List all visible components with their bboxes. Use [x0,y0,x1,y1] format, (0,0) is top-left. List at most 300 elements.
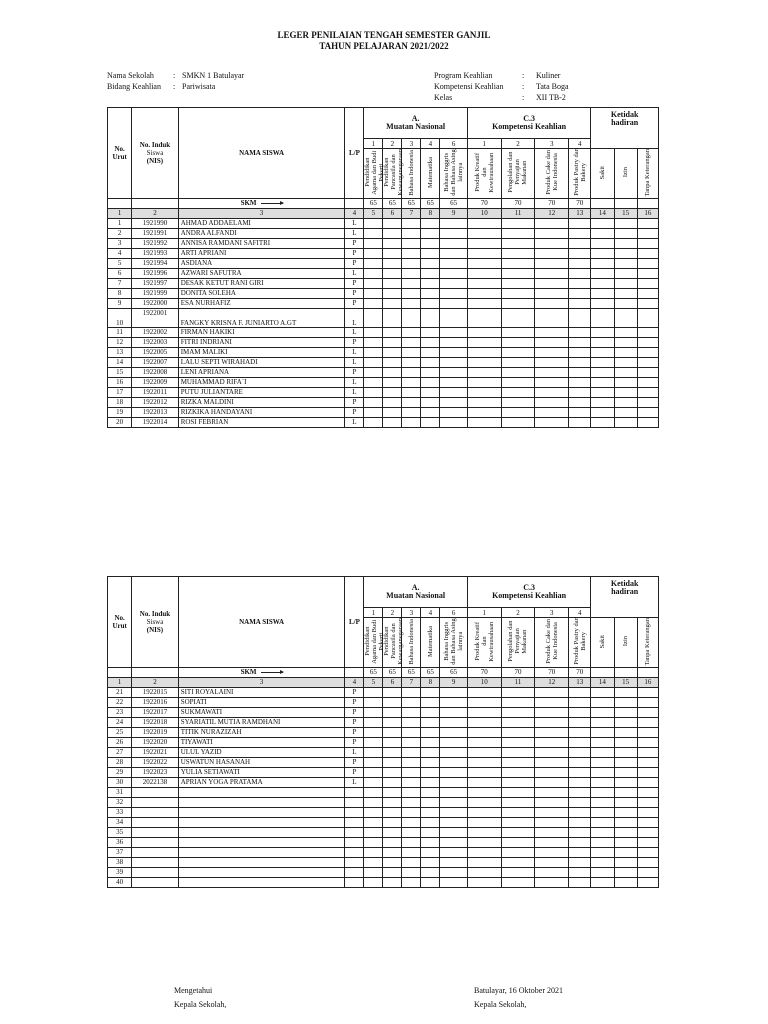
nama-sekolah-label: Nama Sekolah [107,71,154,80]
subject-header [402,149,421,199]
score-cell [569,298,591,308]
student-gender [345,847,364,857]
student-name: FANGKY KRISNA F. JUNIARTO A.GT [178,308,345,327]
row-number: 6 [108,268,132,278]
score-cell [535,218,569,228]
score-cell [467,268,501,278]
student-gender: P [345,337,364,347]
column-index: 12 [535,677,569,687]
column-index: 4 [345,208,364,218]
score-cell [614,827,637,837]
score-cell [535,767,569,777]
score-cell [364,258,383,268]
score-cell [364,218,383,228]
score-cell [501,717,535,727]
score-cell [637,417,658,427]
score-cell [402,367,421,377]
subject-number: 1 [467,608,501,618]
score-cell [501,228,535,238]
score-cell [535,837,569,847]
score-cell [440,238,468,248]
score-cell [383,278,402,288]
score-cell [467,687,501,697]
score-cell [467,377,501,387]
skm-value: 65 [364,198,383,208]
score-cell [637,377,658,387]
score-cell [467,807,501,817]
no-induk-header [132,108,178,199]
score-cell [637,777,658,787]
score-cell [364,707,383,717]
table-row [108,787,659,797]
student-gender: P [345,727,364,737]
subject-number: 1 [364,608,383,618]
column-index-row [108,208,659,218]
score-cell [467,407,501,417]
score-cell [501,727,535,737]
score-cell [501,757,535,767]
student-gender: L [345,347,364,357]
score-cell [569,218,591,228]
score-cell [364,847,383,857]
subject-name: Pengolahan dan Penyajian Makanan [507,151,529,194]
table-row [108,397,659,407]
skm-value: 65 [364,667,383,677]
table-row [108,737,659,747]
student-gender: L [345,228,364,238]
student-nis [132,797,178,807]
score-cell [591,767,614,777]
score-cell [637,837,658,847]
student-name: SYARIATIL MUTIA RAMDHANI [178,717,345,727]
score-cell [501,327,535,337]
score-cell [383,847,402,857]
subject-number: 4 [421,608,440,618]
score-cell [364,867,383,877]
score-cell [402,867,421,877]
student-nis: 1922016 [132,697,178,707]
score-cell [614,767,637,777]
student-name: ANDRA ALFANDI [178,228,345,238]
score-cell [637,298,658,308]
skm-value: 65 [383,198,402,208]
score-cell [591,777,614,787]
row-number: 21 [108,687,132,697]
score-cell [535,337,569,347]
score-cell [467,298,501,308]
nama-sekolah-value: SMKN 1 Batulayar [182,71,245,80]
absence-header [591,149,614,199]
score-cell [467,327,501,337]
table-row [108,288,659,298]
score-cell [637,347,658,357]
score-cell [535,387,569,397]
absence-group-header [591,108,659,149]
score-cell [467,308,501,327]
score-cell [364,298,383,308]
score-cell [402,258,421,268]
score-cell [591,357,614,367]
column-index: 12 [535,208,569,218]
score-cell [614,228,637,238]
score-cell [421,817,440,827]
signature-right [474,984,563,1012]
score-cell [501,407,535,417]
score-cell [569,288,591,298]
score-cell [440,877,468,887]
score-cell [591,737,614,747]
skm-label: SKM [240,199,257,208]
score-cell [402,327,421,337]
student-rows [108,218,659,427]
score-cell [569,727,591,737]
score-cell [402,337,421,347]
score-cell [440,847,468,857]
table-row [108,747,659,757]
score-cell [440,407,468,417]
score-cell [364,367,383,377]
score-cell [569,347,591,357]
score-cell [591,248,614,258]
student-name: DONITA SOLEHA [178,288,345,298]
student-gender: P [345,767,364,777]
score-cell [501,877,535,887]
score-cell [364,337,383,347]
score-cell [614,218,637,228]
table-row [108,367,659,377]
skm-value: 70 [569,667,591,677]
score-cell [421,827,440,837]
student-gender: L [345,747,364,757]
score-cell [501,837,535,847]
score-cell [440,747,468,757]
score-cell [591,377,614,387]
score-cell [535,737,569,747]
score-cell [364,767,383,777]
score-cell [383,228,402,238]
table-row [108,777,659,787]
score-cell [402,827,421,837]
score-cell [440,298,468,308]
score-cell [535,407,569,417]
score-cell [421,238,440,248]
student-nis [132,867,178,877]
student-gender: L [345,377,364,387]
score-cell [501,248,535,258]
score-cell [467,717,501,727]
score-cell [569,857,591,867]
score-cell [591,298,614,308]
score-cell [535,817,569,827]
score-cell [402,857,421,867]
score-cell [569,767,591,777]
score-cell [421,417,440,427]
score-cell [637,827,658,837]
score-cell [535,278,569,288]
score-cell [383,807,402,817]
score-cell [467,817,501,827]
score-cell [467,787,501,797]
program-info [434,70,569,103]
score-cell [364,397,383,407]
score-cell [501,867,535,877]
score-cell [383,787,402,797]
score-cell [440,308,468,327]
score-cell [467,757,501,767]
absence-header [591,618,614,668]
score-cell [569,837,591,847]
student-name: MUHAMMAD RIFA`I [178,377,345,387]
student-name: LALU SEPTI WIRAHADI [178,357,345,367]
group-a-header [364,577,467,608]
table-row [108,687,659,697]
score-cell [637,787,658,797]
no-urut-label: No. Urut [112,613,127,630]
score-cell [383,248,402,258]
score-cell [402,417,421,427]
column-index: 11 [501,677,535,687]
score-cell [591,697,614,707]
score-cell [421,387,440,397]
score-cell [637,817,658,827]
score-cell [535,747,569,757]
score-cell [569,797,591,807]
column-index: 5 [364,677,383,687]
score-cell [569,707,591,717]
score-cell [591,747,614,757]
column-index: 8 [421,208,440,218]
table-row [108,357,659,367]
student-gender: P [345,238,364,248]
score-cell [383,707,402,717]
column-index: 2 [132,677,178,687]
skm-label-cell [178,198,345,208]
score-cell [440,377,468,387]
student-nis: 1922022 [132,757,178,767]
row-number: 38 [108,857,132,867]
score-cell [501,797,535,807]
score-cell [535,377,569,387]
student-name: AHMAD ADDAELAMI [178,218,345,228]
score-cell [569,757,591,767]
score-cell [569,737,591,747]
score-cell [614,397,637,407]
title-line-1: LEGER PENILAIAN TENGAH SEMESTER GANJIL [277,30,491,40]
score-cell [421,308,440,327]
score-cell [591,397,614,407]
score-cell [637,238,658,248]
absence-header [637,149,658,199]
score-cell [364,228,383,238]
score-cell [614,337,637,347]
score-cell [637,397,658,407]
score-cell [569,747,591,757]
score-cell [402,687,421,697]
score-cell [501,857,535,867]
row-number: 10 [108,308,132,327]
score-cell [467,238,501,248]
score-cell [421,697,440,707]
score-cell [421,347,440,357]
score-cell [364,797,383,807]
score-cell [569,717,591,727]
score-cell [467,797,501,807]
score-cell [364,747,383,757]
subject-name: Matematika [426,625,434,657]
row-number: 28 [108,757,132,767]
student-nis: 1922021 [132,747,178,757]
student-nis: 1921992 [132,238,178,248]
subject-number: 3 [402,608,421,618]
blank-cell [108,198,132,208]
column-index: 14 [591,677,614,687]
score-cell [402,278,421,288]
skm-value: 65 [402,198,421,208]
subject-name: Produk Pastry dan Bakery [572,617,587,666]
score-cell [591,387,614,397]
score-cell [440,228,468,238]
arrow-right-icon [261,203,283,204]
table-row [108,697,659,707]
score-cell [637,797,658,807]
score-cell [535,308,569,327]
student-name: TIYAWATI [178,737,345,747]
score-cell [637,747,658,757]
kelas-label: Kelas [434,93,453,102]
score-cell [402,218,421,228]
no-urut-header [108,577,132,668]
subject-header [383,618,405,668]
score-cell [637,767,658,777]
score-cell [614,357,637,367]
score-cell [467,727,501,737]
score-cell [501,747,535,757]
score-cell [402,727,421,737]
student-rows [108,687,659,887]
absence-title-2: hadiran [611,587,639,596]
score-cell [637,278,658,288]
score-cell [637,248,658,258]
score-cell [383,737,402,747]
column-index: 1 [108,208,132,218]
student-nis: 1921993 [132,248,178,258]
score-cell [402,357,421,367]
student-gender: P [345,258,364,268]
row-number: 20 [108,417,132,427]
score-cell [421,847,440,857]
row-number: 37 [108,847,132,857]
score-cell [440,397,468,407]
score-cell [535,787,569,797]
table-row [108,817,659,827]
group-c-title: Kompetensi Keahlian [492,122,567,131]
student-name: YULIA SETIAWATI [178,767,345,777]
score-cell [614,737,637,747]
score-cell [467,367,501,377]
score-cell [467,827,501,837]
subject-header [421,618,440,668]
score-cell [569,687,591,697]
table-row [108,727,659,737]
student-nis [132,857,178,867]
row-number: 25 [108,727,132,737]
score-cell [591,367,614,377]
score-cell [614,867,637,877]
absence-header [614,149,637,199]
subject-number: 2 [501,608,535,618]
column-index: 15 [614,677,637,687]
score-cell [383,817,402,827]
score-cell [364,727,383,737]
score-cell [591,807,614,817]
student-gender [345,807,364,817]
student-gender: L [345,268,364,278]
score-cell [535,827,569,837]
subject-header [569,149,591,199]
score-cell [614,797,637,807]
score-cell [569,847,591,857]
blank-cell [614,198,637,208]
column-index: 4 [345,677,364,687]
score-cell [440,337,468,347]
group-c-code: C.3 [523,114,535,123]
score-cell [421,807,440,817]
student-gender [345,827,364,837]
student-nis: 1922003 [132,337,178,347]
table-header [108,108,659,219]
score-cell [614,757,637,767]
score-cell [591,258,614,268]
student-nis [132,877,178,887]
student-nis: 1921996 [132,268,178,278]
score-cell [364,827,383,837]
score-cell [440,817,468,827]
subject-name: Produk Kreatif dan Kewirausahaan [473,621,495,662]
score-cell [591,288,614,298]
score-cell [421,397,440,407]
score-cell [535,867,569,877]
school-info [107,70,244,92]
subject-number: 3 [402,139,421,149]
row-number: 8 [108,288,132,298]
row-number: 30 [108,777,132,787]
row-number: 33 [108,807,132,817]
blank-cell [591,667,614,677]
group-a-title: Muatan Nasional [386,591,446,600]
score-cell [402,797,421,807]
score-cell [535,347,569,357]
student-gender [345,787,364,797]
student-nis [132,827,178,837]
student-nis: 1922002 [132,327,178,337]
score-cell [591,837,614,847]
score-cell [614,687,637,697]
student-name [178,817,345,827]
column-index: 13 [569,677,591,687]
score-cell [569,827,591,837]
student-gender: P [345,737,364,747]
sign-right-line1: Batulayar, 16 Oktober 2021 [474,986,563,995]
column-index: 3 [178,677,345,687]
student-gender: P [345,717,364,727]
subject-number: 3 [535,139,569,149]
blank-cell [637,198,658,208]
score-cell [569,357,591,367]
student-name [178,867,345,877]
score-cell [637,407,658,417]
score-cell [535,807,569,817]
score-cell [614,717,637,727]
